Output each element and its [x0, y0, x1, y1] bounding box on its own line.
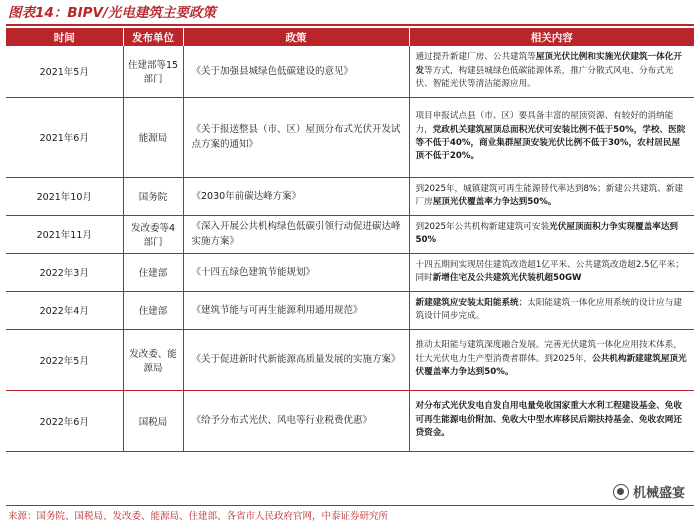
- watermark: [610, 481, 688, 502]
- table-row: [6, 177, 694, 215]
- policy-table: [6, 28, 694, 452]
- content-text: 项目申报试点县（市、区）要具备丰富的屋顶资源、有较好的消纳能力，: [415, 111, 674, 135]
- header-unit: 发布单位: [123, 28, 183, 46]
- table-row: [6, 46, 694, 97]
- row-policy: 《关于加强县城绿色低碳建设的意见》: [183, 46, 409, 97]
- row-time: 2022年6月: [6, 390, 123, 451]
- content-text: 到2025年公共机构新建建筑可安装: [415, 221, 550, 232]
- content-highlight: 新建建筑应安装太阳能系统: [415, 297, 519, 308]
- content-highlight: 光伏屋顶面积力争实现覆盖率达到50%: [415, 221, 679, 245]
- row-unit: 发改委等4部门: [123, 215, 183, 253]
- table-row: [6, 390, 694, 451]
- row-time: 2022年5月: [6, 329, 123, 390]
- row-policy: 《建筑节能与可再生能源利用通用规范》: [183, 291, 409, 329]
- content-highlight: 对分布式光伏发电自发自用电量免收国家重大水利工程建设基金、免收可再生能源电价附加、免收大中型水库移民后期扶持基金、免收农网还贷资金。: [415, 401, 682, 439]
- row-content: [409, 329, 694, 390]
- row-policy: 《2030年前碳达峰方案》: [183, 177, 409, 215]
- row-time: 2021年6月: [6, 97, 123, 177]
- row-unit: 住建部等15部门: [123, 46, 183, 97]
- content-highlight: 新增住宅及公共建筑光伏装机超50GW: [432, 273, 582, 283]
- figure-title: 图表14：BIPV/光电建筑主要政策: [8, 5, 216, 21]
- row-policy: 《十四五绿色建筑节能规划》: [183, 253, 409, 291]
- row-time: 2021年11月: [6, 215, 123, 253]
- header-time: 时间: [6, 28, 123, 46]
- table-header-row: [6, 28, 694, 46]
- table-row: [6, 215, 694, 253]
- row-unit: 住建部: [123, 291, 183, 329]
- row-policy: 《关于报送整县（市、区）屋顶分布式光伏开发试点方案的通知》: [183, 97, 409, 177]
- table-row: [6, 97, 694, 177]
- source-note: 来源：国务院、国税局、发改委、能源局、住建部、各省市人民政府官网，中泰证券研究所: [8, 511, 389, 522]
- row-content: [409, 97, 694, 177]
- row-content: [409, 253, 694, 291]
- content-text: 到2025年，城镇建筑可再生能源替代率达到8%；新建公共建筑、新建厂房: [415, 183, 684, 207]
- content-text: 通过提升新建厂房、公共建筑等: [415, 52, 536, 63]
- content-text: ；太阳能建筑一体化应用系统的设计应与建筑设计同步完成。: [415, 297, 682, 321]
- row-policy: 《深入开展公共机构绿色低碳引领行动促进碳达峰实施方案》: [183, 215, 409, 253]
- row-unit: 国务院: [123, 177, 183, 215]
- title-rule: [6, 24, 694, 26]
- content-highlight: 党政机关建筑屋顶总面积光伏可安装比例不低于50%，学校、医院等不低于40%，商业集群屋顶安装光伏比例不低于30%，农村居民屋顶不低于20%。: [415, 124, 686, 162]
- content-text: 推动太阳能与建筑深度融合发展。完善光伏建筑一体化应用技术体系，壮大光伏电力生产型消费者群体。到2025年，: [415, 340, 682, 364]
- row-unit: 国税局: [123, 390, 183, 451]
- row-content: [409, 177, 694, 215]
- header-content: 相关内容: [409, 28, 694, 46]
- content-highlight: 屋顶光伏覆盖率力争达到50%。: [432, 197, 557, 207]
- row-content: [409, 46, 694, 97]
- content-highlight: 公共机构新建建筑屋顶光伏覆盖率力争达到50%。: [415, 353, 687, 378]
- row-content: [409, 215, 694, 253]
- row-time: 2021年5月: [6, 46, 123, 97]
- row-unit: 住建部: [123, 253, 183, 291]
- row-policy: 《关于促进新时代新能源高质量发展的实施方案》: [183, 329, 409, 390]
- row-policy: 《给予分布式光伏、风电等行业税费优惠》: [183, 390, 409, 451]
- content-text: 十四五期间实现居住建筑改造超1亿平米、公共建筑改造超2.5亿平米；同时: [415, 259, 684, 283]
- row-content: [409, 390, 694, 451]
- row-unit: 能源局: [123, 97, 183, 177]
- row-time: 2021年10月: [6, 177, 123, 215]
- row-unit: 发改委、能源局: [123, 329, 183, 390]
- table-row: [6, 329, 694, 390]
- source-rule: [6, 505, 694, 506]
- content-highlight: 屋顶光伏比例和实施光伏建筑一体化开发: [415, 52, 682, 76]
- header-policy: 政策: [183, 28, 409, 46]
- row-content: [409, 291, 694, 329]
- wechat-icon: [613, 484, 629, 500]
- row-time: 2022年4月: [6, 291, 123, 329]
- content-text: 等方式，构建县城绿色低碳能源体系，推广分散式风电、分布式光伏、智能光伏等清洁能源应用。: [415, 65, 674, 89]
- table-row: [6, 253, 694, 291]
- watermark-text: 机械盛宴: [632, 486, 685, 501]
- table-row: [6, 291, 694, 329]
- row-time: 2022年3月: [6, 253, 123, 291]
